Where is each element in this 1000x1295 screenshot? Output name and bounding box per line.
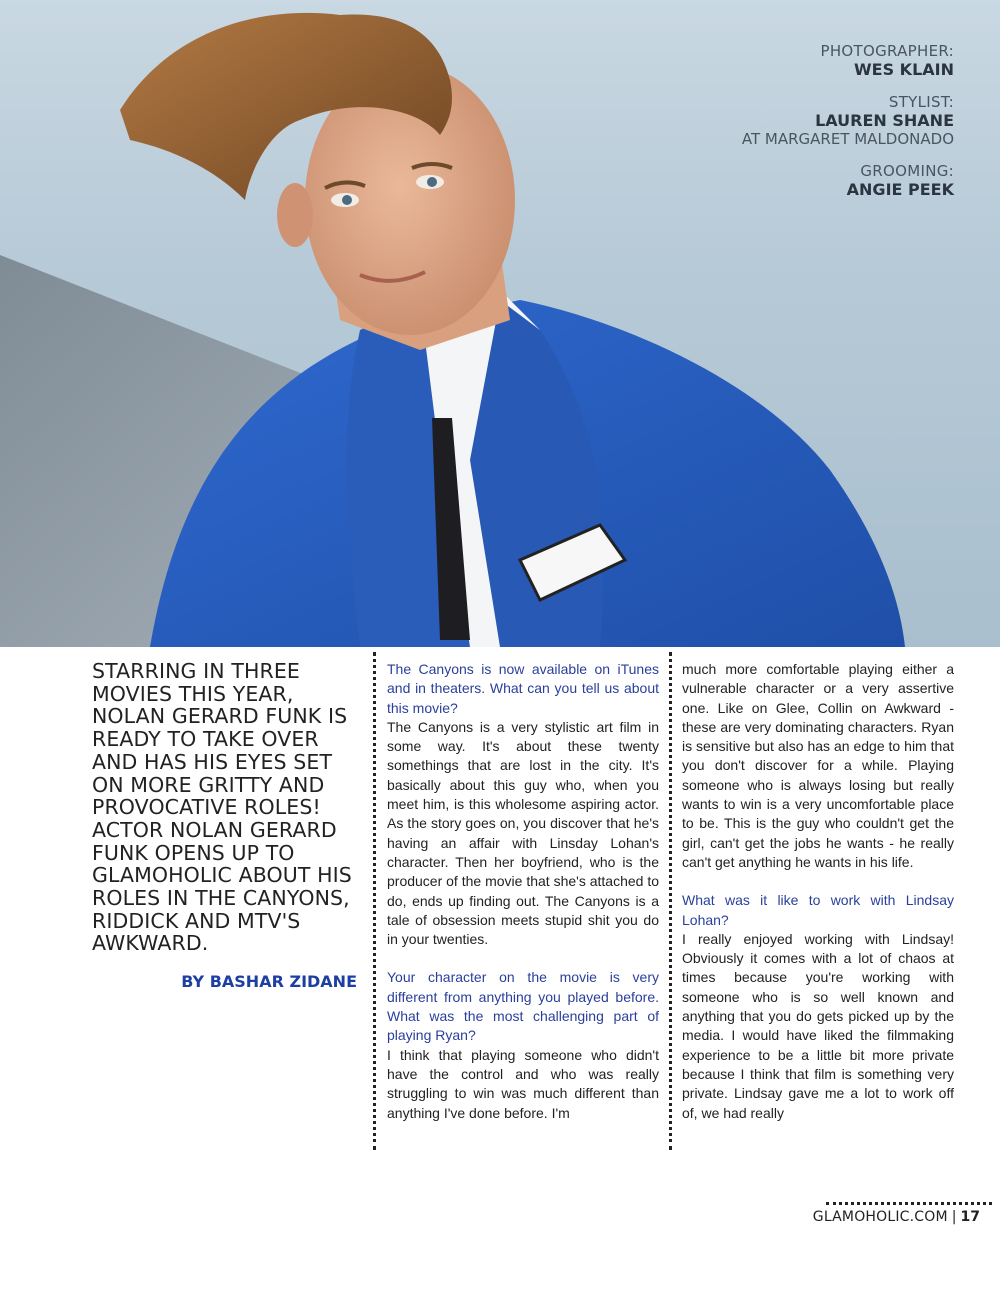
right-iris <box>427 177 437 187</box>
credit-name: WES KLAIN <box>854 60 954 79</box>
article-column-2 <box>682 660 954 1142</box>
credit-name: LAUREN SHANE <box>815 111 954 130</box>
page-footer <box>813 1209 980 1225</box>
byline: BY BASHAR ZIDANE <box>181 972 357 991</box>
photo-credits <box>742 42 954 213</box>
article-column-1 <box>387 660 659 1142</box>
credit-grooming <box>742 162 954 199</box>
hero-photo <box>0 0 1000 647</box>
column-divider-1 <box>373 652 376 1150</box>
credit-role: PHOTOGRAPHER: <box>820 42 954 60</box>
answer-1: The Canyons is a very stylistic art film in some way. It's about these twenty somethings that are lost in the city. It's basically about this guy who, when you meet him, is this wholesome aspiring actor. As the story goes on, you discover that he's having an affair with Linsday Lohan's character. Then her boyfriend, who is the producer of the movie that she's attached to do, ends up finding out. The Canyons is a tale of obsession meets stupid shit you do in your twenties. <box>387 718 659 948</box>
intro-deck: STARRING IN THREE MOVIES THIS YEAR, NOLAN GERARD FUNK IS READY TO TAKE OVER AND HAS HIS EYES SET ON MORE GRITTY AND PROVOCATIVE ROLES! ACTOR NOLAN GERARD FUNK OPENS UP TO GLAMOHOLIC ABOUT HIS ROLES IN THE CANYONS, RIDDICK AND MTV'S AWKWARD. <box>92 659 352 956</box>
question-2: Your character on the movie is very different from anything you played before. What was the most challenging part of playing Ryan? <box>387 969 659 1044</box>
credit-role: GROOMING: <box>860 162 954 180</box>
answer-3: I really enjoyed working with Lindsay! Obviously it comes with a lot of chaos at times because you're working with someone who is so well known and anything that you do gets picked up by the media. I would have liked the filmmaking experience to be a little bit more private because I think that film is something very private. Lindsay gave me a lot to work off of, we had really <box>682 930 954 1121</box>
left-iris <box>342 195 352 205</box>
site-name: GLAMOHOLIC.COM <box>812 1209 948 1225</box>
ear <box>277 183 313 247</box>
credit-role: STYLIST: <box>888 93 954 111</box>
question-3: What was it like to work with Lindsay Lohan? <box>682 892 954 928</box>
footer-rule <box>826 1202 992 1205</box>
page-number: 17 <box>960 1209 980 1225</box>
question-1: The Canyons is now available on iTunes and in theaters. What can you tell us about this movie? <box>387 661 659 716</box>
credit-name: ANGIE PEEK <box>846 180 954 199</box>
credit-agency: AT MARGARET MALDONADO <box>741 130 954 148</box>
credit-photographer <box>742 42 954 79</box>
answer-2-part-2: much more comfortable playing either a vulnerable character or a very assertive one. Like on Glee, Collin on Awkward - these are very dominating characters. Ryan is sensitive but also has an edge to him that you don't discover for a while. Playing someone who is always losing but really wants to win is a very uncomfortable place to be. This is the guy who couldn't get the girl, can't get the jobs he wants - he really can't get anything he wants in his life. <box>682 661 954 870</box>
footer-separator: | <box>951 1209 957 1225</box>
credit-stylist <box>742 93 954 148</box>
column-divider-2 <box>669 652 672 1150</box>
answer-2-part-1: I think that playing someone who didn't have the control and who was really struggling to win was much different than anything I've done before. I'm <box>387 1046 659 1121</box>
